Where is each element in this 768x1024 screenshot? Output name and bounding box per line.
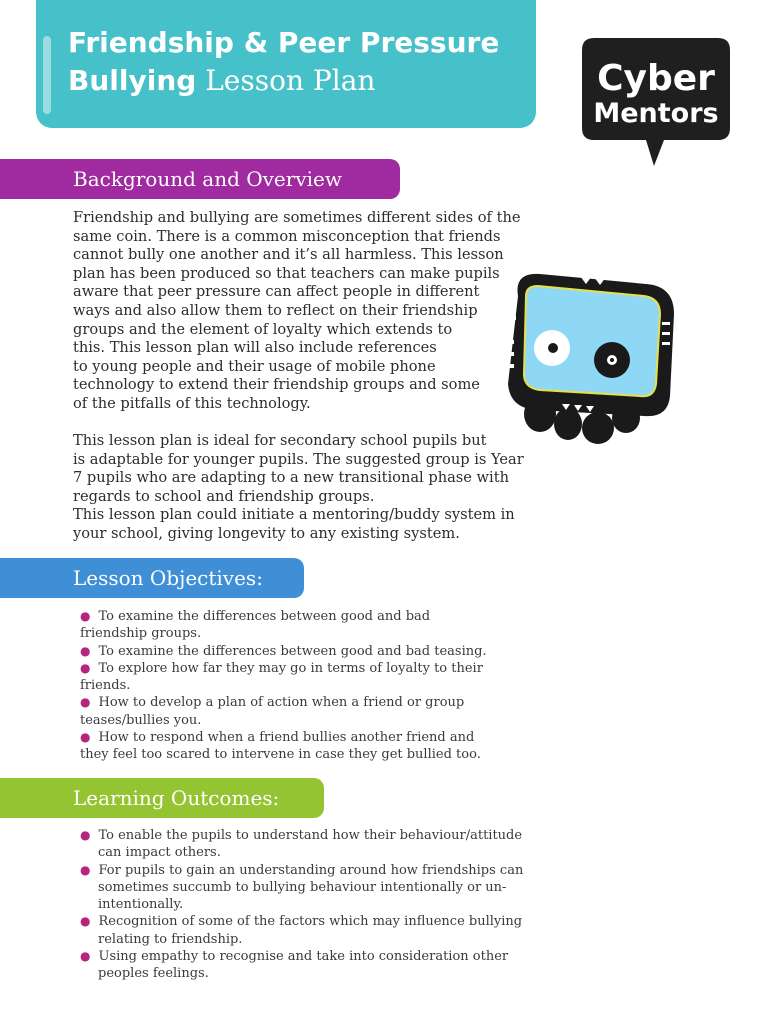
list-item-text: To examine the differences between good and bad [98, 609, 431, 624]
list-item-text: they feel too scared to intervene in case they get bullied too. [80, 747, 481, 763]
text-line: cannot bully one another and it’s all harmless. This lesson [73, 246, 504, 264]
list-item-text: How to develop a plan of action when a friend or group [98, 695, 465, 711]
list-item-text: intentionally. [98, 897, 184, 913]
list-item [80, 948, 523, 983]
text-line: plan has been produced so that teachers can make pupils [73, 264, 500, 282]
list-item-text: How to respond when a friend bullies another friend and [98, 730, 475, 746]
text-line: This lesson plan could initiate a mentoring/buddy system in [73, 506, 515, 524]
list-item [80, 643, 487, 660]
text-line: ways and also allow them to reflect on their friendship [73, 301, 478, 319]
page-title-line2 [68, 64, 375, 98]
list-item-text: To explore how far they may go in terms of loyalty to their [98, 660, 483, 676]
list-item [80, 827, 523, 862]
cyber-mentors-logo [576, 32, 736, 172]
bullet-icon: ● [80, 695, 91, 710]
outcomes-list [80, 827, 523, 983]
text-line: of the pitfalls of this technology. [73, 394, 311, 412]
text-line: technology to extend their friendship groups and some [73, 376, 480, 394]
background-paragraph-2 [73, 432, 524, 544]
bullet-icon: ● [80, 828, 91, 842]
text-line: same coin. There is a common misconception that friends [73, 227, 501, 245]
list-item [80, 862, 523, 914]
list-item-text: Recognition of some of the factors which may influence bullying [98, 914, 523, 930]
bullet-icon: ● [80, 862, 91, 877]
page-title-line1: Friendship & Peer Pressure [68, 26, 500, 59]
list-item-text: friends. [80, 678, 131, 694]
text-line: this. This lesson plan will also include references [73, 339, 437, 357]
page-title-bold: Bullying [68, 64, 197, 97]
text-line: is adaptable for younger pupils. The suggested group is Year [73, 450, 524, 468]
tv-robot-mascot-icon [496, 266, 680, 448]
text-line: groups and the element of loyalty which extends to [73, 320, 453, 338]
page-title-light: Lesson Plan [205, 64, 376, 97]
text-line: to young people and their usage of mobile phone [73, 357, 436, 375]
list-item [80, 608, 487, 643]
list-item-text: teases/bullies you. [80, 712, 202, 728]
text-line: This lesson plan is ideal for secondary school pupils but [73, 432, 487, 449]
list-item-text: To examine the differences between good and bad teasing. [98, 643, 487, 659]
text-line: aware that peer pressure can affect people in different [73, 283, 480, 301]
list-item [80, 913, 523, 948]
bullet-icon: ● [80, 609, 91, 623]
title-banner [36, 0, 536, 128]
text-line: regards to school and friendship groups. [73, 487, 375, 505]
bullet-icon: ● [80, 643, 91, 658]
bullet-icon: ● [80, 914, 91, 929]
list-item-text: can impact others. [98, 845, 221, 861]
list-item [80, 660, 487, 695]
bullet-icon: ● [80, 660, 91, 675]
banner-highlight [43, 36, 51, 114]
bullet-icon: ● [80, 949, 91, 964]
logo-text-cyber: Cyber [597, 58, 715, 99]
list-item-text: Using empathy to recognise and take into consideration other [98, 949, 509, 965]
list-item-text: peoples feelings. [98, 966, 209, 982]
bullet-icon: ● [80, 730, 91, 745]
objectives-list [80, 608, 487, 764]
list-item-text: relating to friendship. [98, 931, 243, 947]
text-line: your school, giving longevity to any existing system. [73, 524, 460, 542]
list-item-text: For pupils to gain an understanding around how friendships can [98, 862, 524, 878]
list-item [80, 694, 487, 729]
logo-text-mentors: Mentors [593, 98, 719, 129]
lesson-objectives-heading: Lesson Objectives: [0, 558, 304, 598]
text-line: Friendship and bullying are sometimes different sides of the [73, 209, 521, 226]
list-item [80, 729, 487, 764]
list-item-text: friendship groups. [80, 626, 202, 642]
background-overview-heading: Background and Overview [0, 159, 400, 199]
text-line: 7 pupils who are adapting to a new transitional phase with [73, 469, 509, 487]
learning-outcomes-heading: Learning Outcomes: [0, 778, 324, 818]
list-item-text: sometimes succumb to bullying behaviour intentionally or un- [98, 879, 507, 895]
list-item-text: To enable the pupils to understand how their behaviour/attitude [98, 828, 523, 843]
background-paragraph-1 [73, 209, 521, 414]
